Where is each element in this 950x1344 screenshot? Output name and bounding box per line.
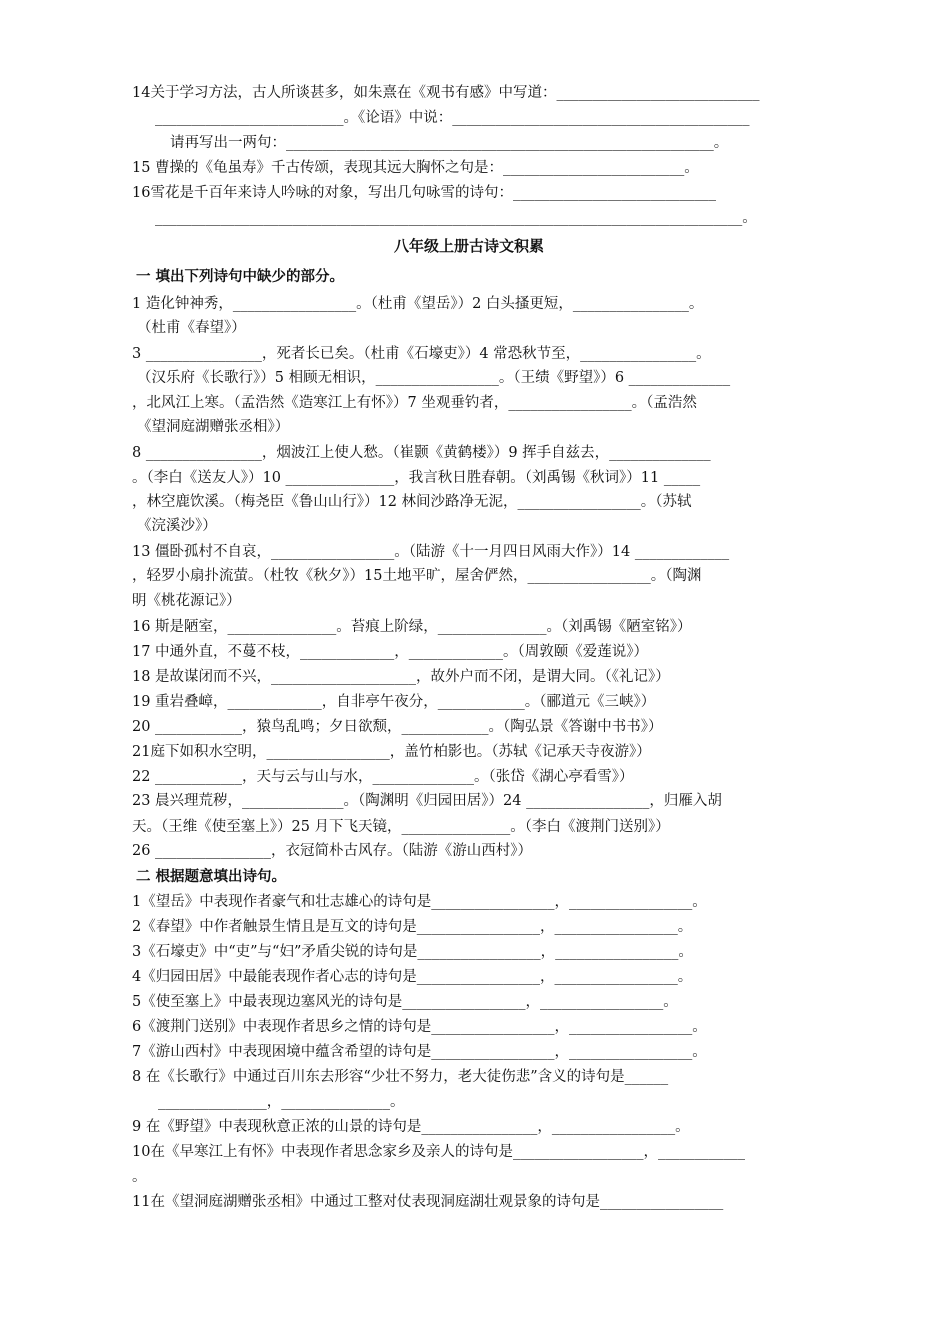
text-line: 26 ________________，衣冠简朴古风存。（陆游《游山西村》） [132,843,533,859]
text-line: 4《归园田居》中最能表现作者心志的诗句是_________________，_________________。 [132,969,693,985]
text-line: 21庭下如积水空明，_________________，盖竹柏影也。（苏轼《记承天寺夜游》） [132,744,651,760]
text-line: 17 中通外直，不蔓不枝，_____________，_____________。（周敦颐《爱莲说》） [132,644,649,660]
text-line: 3 ________________，死者长已矣。（杜甫《石壕吏》）4 常恐秋节至，________________。 [132,346,711,362]
text-line: 19 重岩叠嶂，_____________，自非亭午夜分，____________。（郦道元《三峡》） [132,694,656,710]
text-line: 18 是故谋闭而不兴，____________________，故外户而不闭，是谓大同。（《礼记》） [132,669,670,685]
text-line: _______________，_______________。 [158,1094,405,1110]
text-line: 明《桃花源记》） [132,593,241,609]
text-line: 15 曹操的《龟虽寿》千古传颂，表现其远大胸怀之句是：_________________________。 [132,160,699,176]
text-line: 1 造化钟神秀，_________________。（杜甫《望岳》）2 白头搔更短，________________。 [132,296,704,312]
section-heading: 二 根据题意填出诗句。 [136,868,287,885]
text-line: 6《渡荆门送别》中表现作者思乡之情的诗句是_________________，_________________。 [132,1019,707,1035]
text-line: 3《石壕吏》中“吏”与“妇”矛盾尖锐的诗句是_________________，_________________。 [132,944,693,960]
text-line: 10在《早寒江上有怀》中表现作者思念家乡及亲人的诗句是__________________，____________ [132,1144,745,1160]
text-line: 11在《望洞庭湖赠张丞相》中通过工整对仗表现洞庭湖壮观景象的诗句是_________________ [132,1194,724,1210]
text-line: 13 僵卧孤村不自哀，_________________。（陆游《十一月四日风雨大作》）14 _____________ [132,544,730,560]
text-line: 8 ________________，烟波江上使人愁。（崔颢《黄鹤楼》）9 挥手自兹去，______________ [132,445,711,461]
text-line: 请再写出一两句：___________________________________________________________。 [170,135,729,151]
section-heading: 一 填出下列诗句中缺少的部分。 [136,268,345,285]
text-line: 14关于学习方法，古人所谈甚多，如朱熹在《观书有感》中写道：____________________________ [132,85,760,101]
text-line: __________________________。《论语》中说：_________________________________________ [155,110,750,126]
text-line: 22 ____________，天与云与山与水，______________。（张岱《湖心亭看雪》） [132,769,634,785]
text-line: 2《春望》中作者触景生情且是互文的诗句是_________________，_________________。 [132,919,693,935]
text-line: （汉乐府《长歌行》）5 相顾无相识，_________________。（王绩《野望》）6 ______________ [137,370,731,386]
text-line: 16雪花是千百年来诗人吟咏的对象，写出几句咏雪的诗句：____________________________ [132,185,716,201]
text-line: 。 [132,1169,147,1185]
text-line: 7《游山西村》中表现困境中蕴含希望的诗句是_________________，_________________。 [132,1044,707,1060]
text-line: 16 斯是陋室，_______________。苔痕上阶绿，_______________。（刘禹锡《陋室铭》） [132,619,692,635]
text-line: 9 在《野望》中表现秋意正浓的山景的诗句是________________，_________________。 [132,1119,690,1135]
text-line: 1《望岳》中表现作者豪气和壮志雄心的诗句是_________________，_________________。 [132,894,707,910]
text-line: ，轻罗小扇扑流萤。（杜牧《秋夕》）15土地平旷，屋舍俨然，_________________。（陶渊 [132,568,702,584]
text-line: 8 在《长歌行》中通过百川东去形容“少壮不努力，老大徒伤悲”含义的诗句是______ [132,1069,669,1085]
text-line: 5《使至塞上》中最表现边塞风光的诗句是_________________，_________________。 [132,994,678,1010]
page-title: 八年级上册古诗文积累 [394,237,545,255]
text-line: ，林空鹿饮溪。（梅尧臣《鲁山山行》）12 林间沙路净无泥，_________________。（苏轼 [132,494,692,510]
text-line: ，北风江上寒。（孟浩然《造寒江上有怀》）7 坐观垂钓者，_________________。（孟浩然 [132,395,697,411]
text-line: 《望洞庭湖赠张丞相》） [137,419,290,435]
text-line: 天。（王维《使至塞上》）25 月下飞天镜，_______________。（李白《渡荆门送别》） [132,819,670,835]
text-line: 23 晨兴理荒秽，______________。（陶渊明《归园田居》）24 _________________，归雁入胡 [132,793,722,809]
text-line: 。（李白《送友人》）10 _______________，我言秋日胜春朝。（刘禹锡《秋词》）11 _____ [132,470,701,486]
text-line: 《浣溪沙》） [137,518,217,534]
text-line: 20 ____________，猿鸟乱鸣；夕日欲颓，____________。（陶弘景《答谢中书书》） [132,719,663,735]
text-line: _________________________________________________________________________________。 [155,210,757,226]
text-line: （杜甫《春望》） [137,320,246,336]
